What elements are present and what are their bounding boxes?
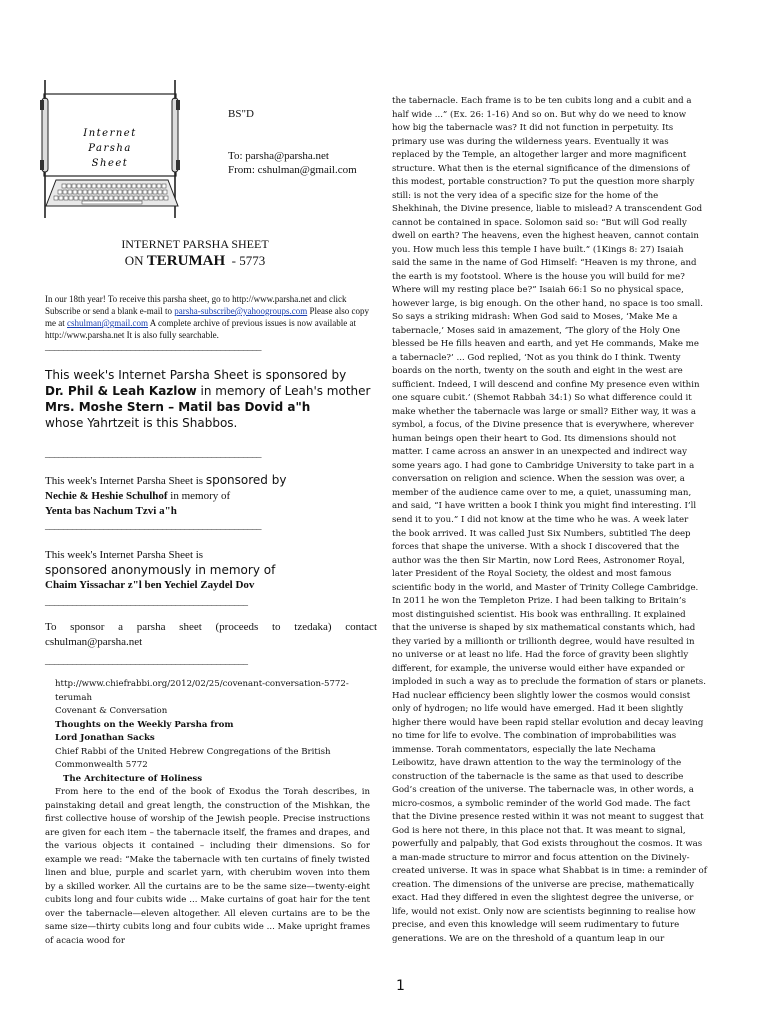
- article-right-line: replaced by the Temple, an altogether larger and more magnificent: [392, 150, 687, 161]
- sponsor2-names: Nechie & Heshie Schulhof: [45, 490, 168, 502]
- keyboard-key: [98, 190, 102, 194]
- logo-text-sheet: Sheet: [91, 158, 129, 169]
- article-right-line: structure. What then is the eternal significance of the dimensions of: [392, 163, 690, 174]
- article-right-line: symbol, a focus, of the Divine presence that is everywhere, wherever: [392, 420, 694, 431]
- sponsor3-anon: sponsored anonymously in memory of: [45, 563, 276, 577]
- sponsor-block-3: [45, 548, 380, 593]
- keyboard-key: [79, 196, 83, 200]
- article-right-line: and said, “I have written a book I think you might find interesting. I’ll: [392, 501, 697, 512]
- keyboard-key: [83, 190, 87, 194]
- separator-line: _____________________________________________: [45, 596, 248, 607]
- sponsor3-honoree: Chaim Yissachar z"l ben Yechiel Zaydel Dov: [45, 579, 255, 591]
- keyboard-key: [142, 184, 146, 188]
- article-right-line: So says a striking midrash: When God said to Moses, ‘Make Me a: [392, 312, 678, 323]
- sponsor1-honoree: Mrs. Moshe Stern – Matil bas Dovid a"h: [45, 400, 311, 414]
- keyboard-key: [67, 184, 71, 188]
- article-heading: The Architecture of Holiness: [63, 773, 203, 784]
- separator-line: ________________________________________________: [45, 448, 261, 459]
- article-right-line: some years ago. I had gone to Cambridge University to take part in a: [392, 460, 695, 471]
- logo-text-parsha: Parsha: [88, 143, 132, 154]
- keyboard-key: [92, 184, 96, 188]
- article-right-line: they varied by a millionth or trillionth degree, would have resulted in: [392, 636, 695, 647]
- keyboard-key: [138, 190, 142, 194]
- keyboard-key: [149, 196, 153, 200]
- keyboard-key: [164, 196, 168, 200]
- keyboard-key: [102, 184, 106, 188]
- from-line: From: cshulman@gmail.com: [228, 164, 357, 176]
- article-right-line: higher there would have been rapid stellar evolution and decay leaving: [392, 717, 704, 728]
- article-author: Lord Jonathan Sacks: [55, 733, 155, 743]
- article-right-line: dwell on earth? The heavens, even the highest heaven, cannot contain: [392, 231, 699, 242]
- to-line: To: parsha@parsha.net: [228, 150, 329, 162]
- sponsor1-yahrzeit: whose Yahrtzeit is this Shabbos.: [45, 416, 238, 430]
- keyboard-key: [147, 184, 151, 188]
- article-right-line: cannot be contained in space. Solomon said so: “But will God really: [392, 217, 687, 228]
- header-address-block: [228, 107, 357, 177]
- article-left-body: From here to the end of the book of Exodus the Torah describes, in painstaking detail and great length, the construction of the Mishkan, the first collective house of worship of the Jewish people. Precise instructions are given for each item – the tabernacle itself, the frames and drapes, and the various objects it contained – including their dimensions. So for example we read: “Make the tabernacle with ten curtains of finely twisted linen and blue, purple and scarlet yarn, with cherubim woven into them by a skilled worker. All the curtains are to be the same size—twenty-eight cubits long and four cubits wide ... Make curtains of goat hair for the tent over the tabernacle—eleven altogether. All eleven curtains are to be the same size—thirty cubits long and four cubits wide ... Make upright frames of acacia wood for: [45, 787, 370, 946]
- keyboard-key: [112, 184, 116, 188]
- on-label: ON: [124, 253, 144, 268]
- article-subtitle: Thoughts on the Weekly Parsha from: [55, 719, 234, 730]
- article-right-line: the earth is my footstool. Where is the house you will build for me?: [392, 271, 685, 282]
- keyboard-key: [139, 196, 143, 200]
- article-right-line: generations. We are on the threshold of a quantum leap in our: [392, 933, 665, 944]
- keyboard-key: [94, 196, 98, 200]
- article-right-line: primary use was during the wilderness years. Eventually it was: [392, 136, 669, 147]
- keyboard-key: [133, 190, 137, 194]
- keyboard-key: [93, 190, 97, 194]
- bsd-mark: BS"D: [228, 108, 254, 120]
- intro-paragraph: [45, 293, 370, 341]
- keyboard-key: [158, 190, 162, 194]
- keyboard-key: [74, 196, 78, 200]
- article-right-line: creation. The dimensions of the universe are precise, mathematically: [392, 879, 694, 890]
- keyboard-key: [163, 190, 167, 194]
- keyboard-key: [84, 196, 88, 200]
- article-right-line: precise, and even this knowledge will seem rudimentary to future: [392, 920, 680, 931]
- article-right-line: tabernacle,’ Moses said in amazement, ‘The glory of the Holy One: [392, 325, 681, 336]
- separator-line: _____________________________________________: [45, 655, 248, 666]
- article-right-line: different, for example, the universe would either have expanded or: [392, 663, 685, 674]
- article-right-line: member of the audience came over to me, a quiet, unassuming man,: [392, 487, 692, 498]
- article-right-line: Shekhinah, the Divine presence, liable to mislead? A transcendent God: [392, 204, 703, 215]
- article-right-line: forces that shape the universe. With a shock I discovered that the: [392, 542, 680, 553]
- sponsor-block-1: [45, 367, 380, 431]
- logo-text-internet: Internet: [83, 128, 137, 139]
- keyboard-key: [154, 196, 158, 200]
- scroll-computer-logo: [38, 80, 188, 218]
- keyboard-key: [64, 196, 68, 200]
- keyboard-key: [132, 184, 136, 188]
- article-right-line: sufficient. Indeed, I will descend and confine My presence even within: [392, 379, 700, 390]
- keyboard-key: [63, 190, 67, 194]
- article-right-line: a tabernacle?’ ... God replied, ‘Not as you think do I think. Twenty: [392, 352, 681, 363]
- keyboard-key: [72, 184, 76, 188]
- keyboard-key: [108, 190, 112, 194]
- keyboard-key: [73, 190, 77, 194]
- article-right-line: God’s creation of the universe. The tabernacle was, in other words, a: [392, 785, 694, 796]
- keyboard-key: [124, 196, 128, 200]
- article-right-line: that the Divine presence rested within it was not meant to suggest that: [392, 812, 704, 823]
- keyboard-key: [68, 190, 72, 194]
- keyboard-key: [88, 190, 92, 194]
- article-right-line: send it to you.” I did not know at the time who he was. A week later: [392, 514, 689, 525]
- keyboard-spacebar: [82, 201, 142, 204]
- article-right-line: conversation on religion and science. When the session was over, a: [392, 474, 685, 485]
- article-right-line: later President of the Royal Society, the oldest and most famous: [392, 569, 672, 580]
- article-right-line: Had nuclear efficiency been slightly lower the cosmos would consist: [392, 690, 691, 701]
- keyboard-key: [152, 184, 156, 188]
- page-number: 1: [396, 978, 405, 994]
- sponsor2-memory: in memory of: [167, 490, 231, 502]
- parsha-title: [45, 252, 345, 270]
- keyboard-key: [134, 196, 138, 200]
- keyboard-key: [59, 196, 63, 200]
- keyboard-key: [54, 196, 58, 200]
- keyboard-key: [118, 190, 122, 194]
- keyboard-key: [117, 184, 121, 188]
- article-right-line: blessed be He fills heaven and earth, and yet He commands, Make me: [392, 339, 699, 350]
- article-right-line: however large, is big enough. On the other hand, no space is too small.: [392, 298, 703, 309]
- email-link[interactable]: cshulman@gmail.com: [67, 318, 149, 328]
- article-left-column: [45, 678, 370, 948]
- article-right-line: matter. I came across an answer in an unexpected and indirect way: [392, 447, 687, 458]
- keyboard-key: [119, 196, 123, 200]
- keyboard-key: [123, 190, 127, 194]
- intro-text-2: Please also copy me at: [45, 306, 369, 328]
- article-right-line: no time for life to evolve. The combination of improbabilities was: [392, 731, 677, 742]
- keyboard-key: [103, 190, 107, 194]
- keyboard-key: [144, 196, 148, 200]
- article-right-line: a man-made structure to mirror and focus attention on the Divinely-: [392, 852, 690, 863]
- sponsor-cta: To sponsor a parsha sheet (proceeds to tzedaka) contact cshulman@parsha.net: [45, 621, 377, 648]
- keyboard-key: [107, 184, 111, 188]
- article-right-line: one square cubit.’ (Shemot Rabbah 34:1) So what difference could it: [392, 393, 692, 404]
- keyboard-key: [153, 190, 157, 194]
- article-right-line: only of hydrogen; no life would have emerged. Had it been slightly: [392, 704, 684, 715]
- sponsor3-intro: This week's Internet Parsha Sheet is: [45, 549, 204, 561]
- article-right-line: immense. Torah commentators, especially the late Nechama: [392, 744, 656, 755]
- article-series: Covenant & Conversation: [55, 706, 168, 716]
- sponsor1-names: Dr. Phil & Leah Kazlow: [45, 384, 197, 398]
- article-right-line: most distinguished scientist. His book was enthralling. It explained: [392, 609, 686, 620]
- sponsor2-intro: This week's Internet Parsha Sheet is: [45, 475, 206, 487]
- keyboard-key: [104, 196, 108, 200]
- keyboard-key: [58, 190, 62, 194]
- keyboard-key: [122, 184, 126, 188]
- keyboard-key: [82, 184, 86, 188]
- sponsor2-honoree: Yenta bas Nachum Tzvi a"h: [45, 505, 177, 517]
- article-right-line: no universe or at least no life. Had the force of gravity been slightly: [392, 650, 689, 661]
- article-right-line: In 2011 he won the Templeton Prize. I had been talking to Britain’s: [392, 596, 686, 607]
- intro-text-3: A complete archive of previous issues is now available at http://www.parsha.net It is also fully searchable.: [45, 318, 356, 340]
- article-right-line: you. How much less this temple I have built.” (1Kings 8: 27) Isaiah: [392, 244, 684, 255]
- keyboard-key: [89, 196, 93, 200]
- sponsor2-sponsored-by: sponsored by: [205, 473, 287, 487]
- article-url[interactable]: http://www.chiefrabbi.org/2012/02/25/covenant-conversation-5772-terumah: [55, 679, 349, 703]
- keyboard-key: [128, 190, 132, 194]
- article-right-line: micro-cosmos, a symbolic reminder of the world God made. The fact: [392, 798, 691, 809]
- article-right-line: the tabernacle. Each frame is to be ten cubits long and a cubit and a: [392, 96, 692, 106]
- keyboard-key: [137, 184, 141, 188]
- keyboard-key: [99, 196, 103, 200]
- article-right-line: construction of the tabernacle is the same as that used to describe: [392, 771, 684, 782]
- keyboard-key: [159, 196, 163, 200]
- sheet-title: INTERNET PARSHA SHEET: [121, 237, 269, 251]
- article-right-line: author was the then Sir Martin, now Lord Rees, Astronomer Royal,: [392, 555, 685, 566]
- keyboard-key: [113, 190, 117, 194]
- article-author-title: Chief Rabbi of the United Hebrew Congregations of the British Commonwealth 5772: [55, 746, 331, 770]
- sponsor1-intro: This week's Internet Parsha Sheet is sponsored by: [45, 368, 347, 382]
- article-right-line: powerfully and palpably, that God exists throughout the cosmos. It was: [392, 839, 703, 850]
- article-right-line: life, would not exist. Only now are scientists beginning to realise how: [392, 906, 696, 917]
- article-right-line: Where will my resting place be?” Isaiah 66:1 So no physical space,: [392, 285, 684, 296]
- keyboard-key: [127, 184, 131, 188]
- keyboard-key: [143, 190, 147, 194]
- article-right-line: that the universe is shaped by six mathematical constants which, had: [392, 623, 696, 634]
- article-right-line: still: is not the very idea of a specific size for the home of the: [392, 190, 659, 201]
- keyboard-key: [87, 184, 91, 188]
- article-right-line: Leibowitz, have drawn attention to the way the terminology of the: [392, 758, 682, 769]
- article-right-line: make whether the tabernacle was large or small? Either way, it was a: [392, 406, 697, 417]
- article-right-line: scientific body in the world, and Master of Trinity College Cambridge.: [392, 582, 699, 593]
- article-right-line: how big the tabernacle was? It did not function in perpetuity. Its: [392, 123, 674, 134]
- keyboard-key: [97, 184, 101, 188]
- article-right-line: human beings open their heart to God. Its dimensions should not: [392, 433, 677, 444]
- keyboard-key: [157, 184, 161, 188]
- article-right-line: imploded in such a way as to preclude the formation of stars or planets.: [392, 677, 706, 688]
- article-right-line: God is here not there, in this place not that. It was meant to signal,: [392, 825, 686, 836]
- article-right-line: exact. Had they differed in even the slightest degree the universe, or: [392, 893, 694, 904]
- keyboard-key: [77, 184, 81, 188]
- sponsor1-memory: in memory of Leah's mother: [196, 384, 371, 398]
- subscribe-link[interactable]: parsha-subscribe@yahoogroups.com: [174, 306, 308, 316]
- article-right-line: the book arrived. It was called Just Six Numbers, subtitled The deep: [392, 528, 691, 539]
- article-right-line: this modest, portable construction? To put the question more sharply: [392, 177, 695, 188]
- keyboard-key: [162, 184, 166, 188]
- keyboard-key: [62, 184, 66, 188]
- keyboard-key: [78, 190, 82, 194]
- article-right-column: [392, 95, 727, 946]
- intro-text-1: In our 18th year! To receive this parsha sheet, go to http://www.parsha.net and click Subscribe or send a blank e-mail to: [45, 294, 347, 316]
- separator-line: ________________________________________________: [45, 520, 261, 531]
- keyboard-key: [114, 196, 118, 200]
- article-right-line: created universe. It was in space what Shabbat is in time: a reminder of: [392, 866, 707, 877]
- parsha-name: TERUMAH: [146, 253, 226, 269]
- keyboard-key: [69, 196, 73, 200]
- article-right-line: half wide ...” (Ex. 26: 1-16) And so on. But why do we need to know: [392, 109, 687, 120]
- article-right-line: said the same in the name of God Himself: “Heaven is my throne, and: [392, 258, 697, 269]
- year-label: - 5773: [231, 253, 266, 268]
- keyboard-key: [129, 196, 133, 200]
- sponsor-block-2: [45, 473, 380, 519]
- keyboard-key: [148, 190, 152, 194]
- article-right-line: boards on the north, twenty on the south and eight in the west are: [392, 366, 683, 377]
- separator-line: ________________________________________________: [45, 341, 261, 352]
- keyboard-key: [109, 196, 113, 200]
